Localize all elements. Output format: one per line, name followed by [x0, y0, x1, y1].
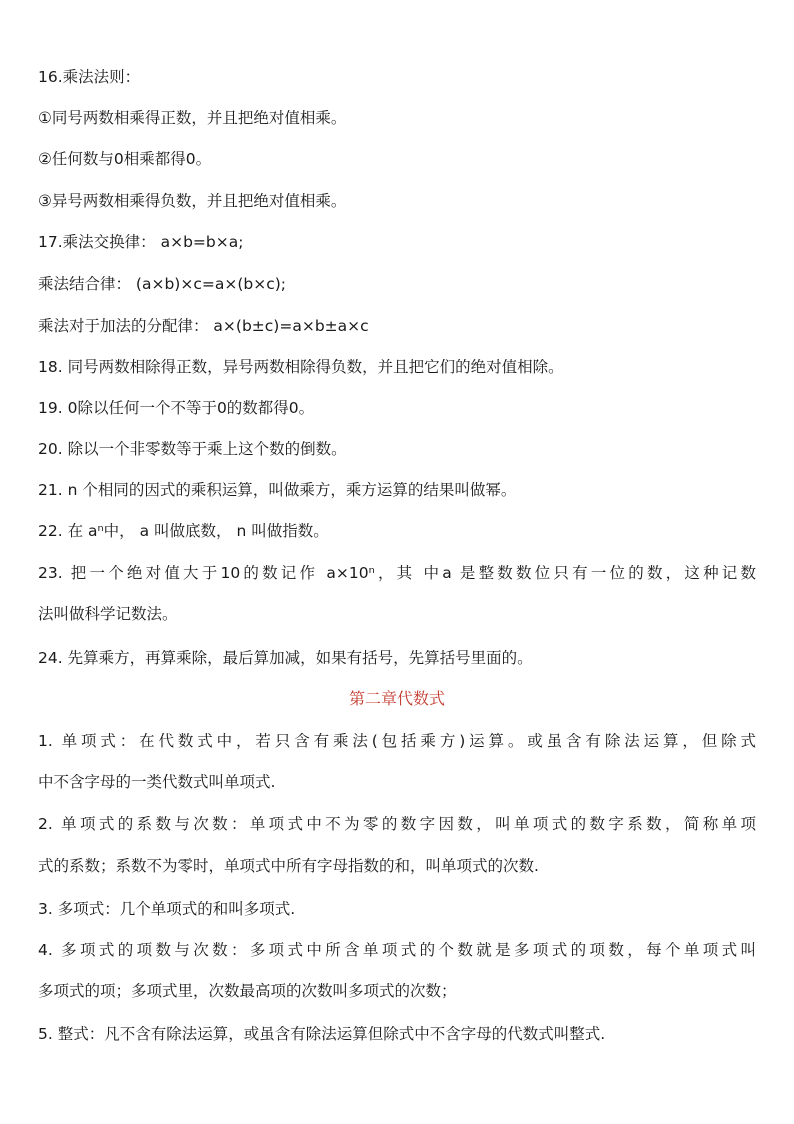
def-4-line-2: 多项式的项；多项式里，次数最高项的次数叫多项式的次数；	[38, 982, 457, 1000]
rule-16-item-2: ②任何数与0相乘都得0。	[38, 150, 212, 168]
rule-23-line-1: 23. 把一个绝对值大于10的数记作 a×10ⁿ，其 中a 是整数数位只有一位的数，这种记数	[38, 564, 756, 582]
rule-16-item-3: ③异号两数相乘得负数，并且把绝对值相乘。	[38, 192, 347, 210]
def-5: 5. 整式：凡不含有除法运算，或虽含有除法运算但除式中不含字母的代数式叫整式.	[38, 1025, 606, 1043]
rule-20: 20. 除以一个非零数等于乘上这个数的倒数。	[38, 440, 347, 458]
rule-16-heading: 16.乘法法则：	[38, 68, 141, 86]
rule-17-associative: 乘法结合律： (a×b)×c=a×(b×c);	[38, 275, 286, 293]
def-2-line-1: 2. 单项式的系数与次数：单项式中不为零的数字因数，叫单项式的数字系数，简称单项	[38, 815, 756, 833]
def-1-line-1: 1. 单项式：在代数式中，若只含有乘法(包括乘方)运算。或虽含有除法运算，但除式	[38, 732, 756, 750]
rule-17-distributive: 乘法对于加法的分配律： a×(b±c)=a×b±a×c	[38, 317, 369, 335]
def-4-line-1: 4. 多项式的项数与次数：多项式中所含单项式的个数就是多项式的项数，每个单项式叫	[38, 941, 756, 959]
rule-17-commutative: 17.乘法交换律： a×b=b×a;	[38, 233, 244, 251]
rule-21: 21. n 个相同的因式的乘积运算，叫做乘方，乘方运算的结果叫做幂。	[38, 481, 517, 499]
rule-23-line-2: 法叫做科学记数法。	[38, 605, 178, 623]
rule-24: 24. 先算乘方，再算乘除，最后算加减，如果有括号，先算括号里面的。	[38, 649, 533, 667]
rule-18: 18. 同号两数相除得正数，异号两数相除得负数，并且把它们的绝对值相除。	[38, 358, 564, 376]
rule-16-item-1: ①同号两数相乘得正数，并且把绝对值相乘。	[38, 109, 347, 127]
rule-22: 22. 在 aⁿ中， a 叫做底数， n 叫做指数。	[38, 522, 329, 540]
rule-19: 19. 0除以任何一个不等于0的数都得0。	[38, 399, 315, 417]
def-1-line-2: 中不含字母的一类代数式叫单项式.	[38, 773, 276, 791]
def-3: 3. 多项式：几个单项式的和叫多项式.	[38, 900, 296, 918]
def-2-line-2: 式的系数；系数不为零时，单项式中所有字母指数的和，叫单项式的次数.	[38, 857, 539, 875]
chapter-title: 第二章代数式	[348, 689, 445, 708]
